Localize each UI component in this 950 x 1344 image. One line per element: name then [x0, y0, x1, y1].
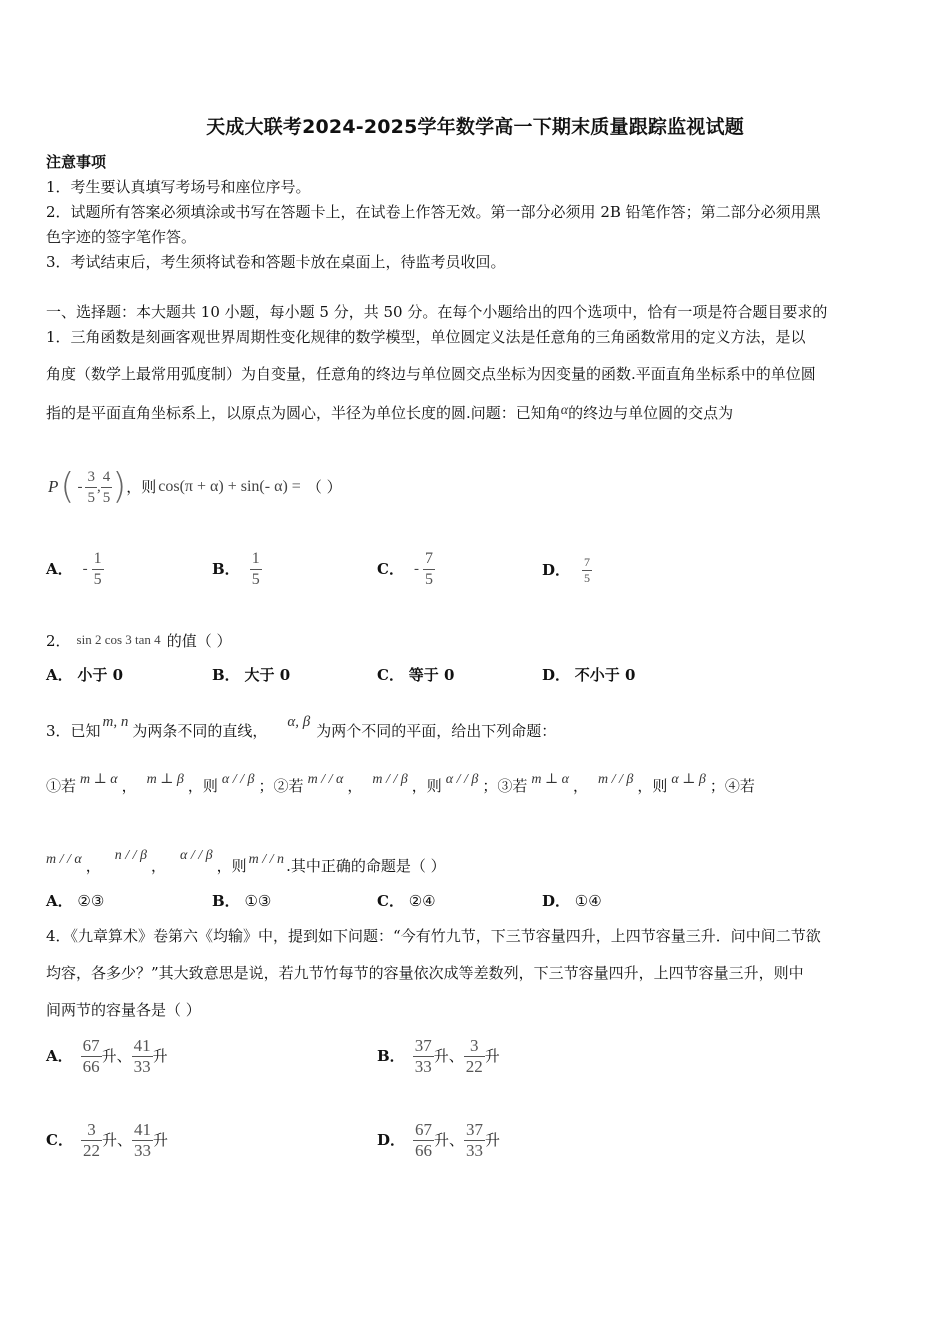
page-title: 天成大联考2024-2025学年数学高一下期末质量跟踪监视试题 [206, 116, 744, 138]
q3-option-b[interactable]: B． ①③ [212, 892, 272, 910]
q1-point-expression: P ( - $\frac{3}{5}$ , $\frac{4}{5}$ ) ，则 cos(π + α) + sin(- α) = （ ） [48, 466, 342, 507]
q4-option-d[interactable]: D． $\frac{67}{66}$ 升 、 $\frac{37}{33}$ 升 [377, 1119, 501, 1160]
notice-item: 2．试题所有答案必须填涂或书写在答题卡上，在试卷上作答无效。第一部分必须用 2B 铅笔作答；第二部分必须用黑 [46, 203, 821, 221]
q1-option-a[interactable]: A． - $\frac{1}{5}$ [46, 549, 102, 588]
q3-option-d[interactable]: D． ①④ [542, 892, 602, 910]
q4-option-b[interactable]: B． $\frac{37}{33}$ 升 、 $\frac{3}{22}$ 升 [377, 1035, 500, 1076]
q4-line: 间两节的容量各是（ ） [46, 1001, 201, 1019]
section-heading: 一、选择题：本大题共 10 小题，每小题 5 分，共 50 分。在每个小题给出的四个选项中，恰有一项是符合题目要求的 [46, 303, 828, 321]
q4-option-c[interactable]: C． $\frac{3}{22}$ 升 、 $\frac{41}{33}$ 升 [46, 1119, 168, 1160]
q1-line: 角度（数学上最常用弧度制）为自变量，任意角的终边与单位圆交点坐标为因变量的函数.平面直角坐标系中的单位圆 [46, 365, 816, 383]
q4-option-a[interactable]: A． $\frac{67}{66}$ 升 、 $\frac{41}{33}$ 升 [46, 1035, 168, 1076]
q1-option-b[interactable]: B． $\frac{1}{5}$ [212, 549, 260, 588]
notice-heading: 注意事项 [46, 153, 107, 171]
q2-option-a[interactable]: A． 小于 0 [46, 666, 124, 684]
q2-option-c[interactable]: C． 等于 0 [377, 666, 455, 684]
q3-option-c[interactable]: C． ②④ [377, 892, 436, 910]
q2-stem: 2． sin 2 cos 3 tan 4 的值（ ） [46, 632, 232, 650]
q3-propositions: ①若 m ⊥ α ， m ⊥ β ，则 α / / β ；②若 m / / α ， m / / β ，则 α / / β ；③若 m ⊥ α ， m / / β ，则 α ⊥ β ；④若 [46, 772, 755, 795]
q1-option-c[interactable]: C． - $\frac{7}{5}$ [377, 549, 433, 588]
q2-option-b[interactable]: B． 大于 0 [212, 666, 291, 684]
q1-line: 指的是平面直角坐标系上，以原点为圆心，半径为单位长度的圆.问题：已知角α的终边与单位圆的交点为 [46, 403, 734, 422]
q4-line: 4．《九章算术》卷第六《均输》中，提到如下问题：“今有竹九节，下三节容量四升，上四节容量三升．问中间二节欲 [46, 927, 821, 945]
q2-option-d[interactable]: D． 不小于 0 [542, 666, 636, 684]
q1-line: 1．三角函数是刻画客观世界周期性变化规律的数学模型，单位圆定义法是任意角的三角函数常用的定义方法，是以 [46, 328, 806, 346]
notice-item: 色字迹的签字笔作答。 [46, 228, 197, 246]
q1-option-d[interactable]: D． $\frac{7}{5}$ [542, 554, 591, 585]
q4-line: 均容，各多少？”其大致意思是说，若九节竹每节的容量依次成等差数列，下三节容量四升，上四节容量三升，则中 [46, 964, 804, 982]
notice-item: 1．考生要认真填写考场号和座位序号。 [46, 178, 311, 196]
notice-item: 3．考试结束后，考生须将试卷和答题卡放在桌面上，待监考员收回。 [46, 253, 506, 271]
q3-option-a[interactable]: A． ②③ [46, 892, 105, 910]
q3-proposition-4: m / / α ，n / / β，α / / β，则 m / / n .其中正确的命题是（ ） [46, 848, 446, 875]
q3-stem: 3．已知 m, n 为两条不同的直线， α, β 为两个不同的平面，给出下列命题： [46, 714, 557, 740]
